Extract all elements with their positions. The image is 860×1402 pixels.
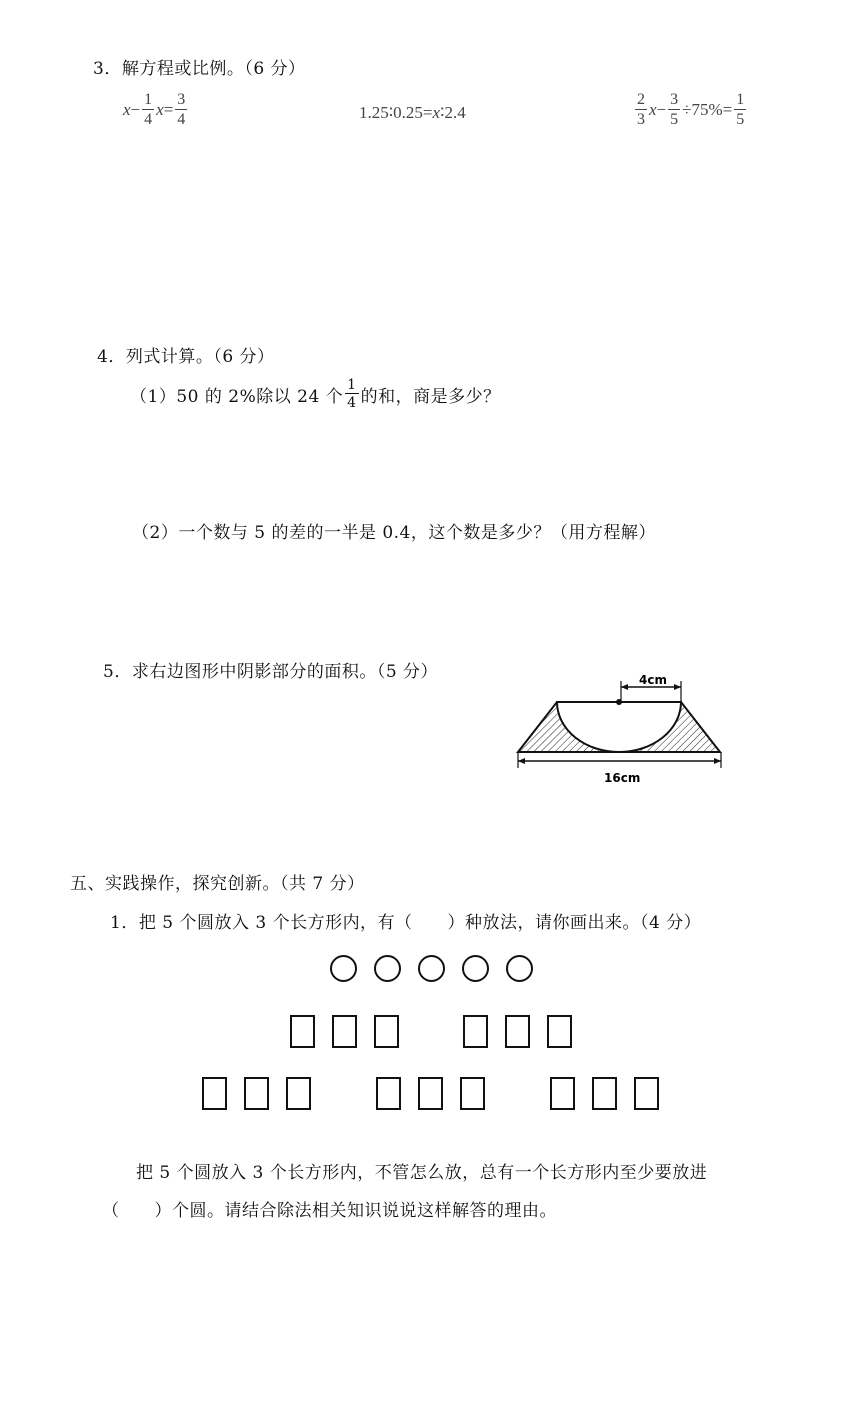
eq1-frac2-denominator: 4 — [177, 111, 186, 128]
rectangle — [550, 1077, 575, 1110]
pigeonhole-paragraph-line-1: 把 5 个圆放入 3 个长方形内，不管怎么放，总有一个长方形内至少要放进 — [136, 1163, 708, 1183]
eq1-fraction-2 — [175, 92, 187, 128]
eq3-fb-numerator: 3 — [670, 91, 679, 108]
eq3-mid: ÷75%= — [682, 100, 733, 119]
eq1-frac1-denominator: 4 — [144, 111, 153, 128]
eq3-x: x — [649, 100, 657, 119]
q4-p1-after: 的和，商是多少？ — [360, 386, 501, 407]
rectangle — [547, 1015, 572, 1048]
bottom-length-label: 16cm — [604, 771, 641, 785]
eq3-fb-denominator: 5 — [670, 111, 679, 128]
eq1-minus: − — [130, 100, 141, 119]
rectangle — [376, 1077, 401, 1110]
eq1-x: x — [123, 100, 131, 119]
shaded-area-diagram — [508, 664, 738, 794]
circle-3 — [418, 955, 445, 982]
rectangle — [634, 1077, 659, 1110]
circle-1 — [330, 955, 357, 982]
section5-title: 五、实践操作，探究创新。（共 7 分） — [70, 874, 365, 894]
eq3-fc-numerator: 1 — [736, 91, 745, 108]
pigeonhole-paragraph-line-2: （ ）个圆。请结合除法相关知识说说这样解答的理由。 — [102, 1201, 557, 1221]
circle-4 — [462, 955, 489, 982]
q4-part-2: （2）一个数与 5 的差的一半是 0.4，这个数是多少？（用方程解） — [132, 523, 656, 543]
equation-1 — [123, 92, 189, 128]
q3-title: 3．解方程或比例。（6 分） — [93, 59, 306, 79]
rectangle — [505, 1015, 530, 1048]
q4-part-1 — [130, 378, 501, 410]
eq2-right: ∶2.4 — [440, 103, 466, 122]
eq2-left: 1.25∶0.25= — [359, 103, 433, 122]
rectangle — [332, 1015, 357, 1048]
eq3-fraction-a — [635, 92, 647, 128]
circle-2 — [374, 955, 401, 982]
rectangle — [463, 1015, 488, 1048]
rectangle — [374, 1015, 399, 1048]
rectangle — [290, 1015, 315, 1048]
circle-5 — [506, 955, 533, 982]
eq1-frac2-numerator: 3 — [177, 91, 186, 108]
q5-title: 5．求右边图形中阴影部分的面积。（5 分） — [103, 662, 439, 682]
eq3-fa-numerator: 2 — [637, 91, 645, 108]
eq3-fa-denominator: 3 — [637, 111, 645, 128]
eq1-frac1-numerator: 1 — [144, 91, 153, 108]
eq2-x: x — [432, 103, 441, 122]
eq1-fraction-1 — [142, 92, 154, 128]
top-length-label: 4cm — [639, 673, 667, 687]
eq3-fc-denominator: 5 — [736, 111, 745, 128]
eq3-fraction-b — [668, 92, 680, 128]
eq3-fraction-c — [734, 92, 746, 128]
equation-3 — [633, 92, 748, 128]
q4-p1-before: （1）50 的 2%除以 24 个 — [130, 386, 344, 407]
q4-p1-frac-denominator: 4 — [347, 395, 357, 411]
q4-p1-fraction — [345, 378, 358, 410]
eq1-x2: x — [156, 100, 164, 119]
rectangle — [592, 1077, 617, 1110]
rectangle — [244, 1077, 269, 1110]
q4-title: 4．列式计算。（6 分） — [97, 347, 275, 367]
rectangle — [460, 1077, 485, 1110]
q4-p1-frac-numerator: 1 — [347, 377, 357, 393]
rectangle — [202, 1077, 227, 1110]
equation-2 — [359, 103, 466, 123]
section5-q1: 1．把 5 个圆放入 3 个长方形内，有（ ）种放法，请你画出来。（4 分） — [110, 913, 702, 933]
rectangle — [418, 1077, 443, 1110]
eq1-equals: = — [163, 100, 174, 119]
rectangle — [286, 1077, 311, 1110]
eq3-minus: − — [656, 100, 667, 119]
